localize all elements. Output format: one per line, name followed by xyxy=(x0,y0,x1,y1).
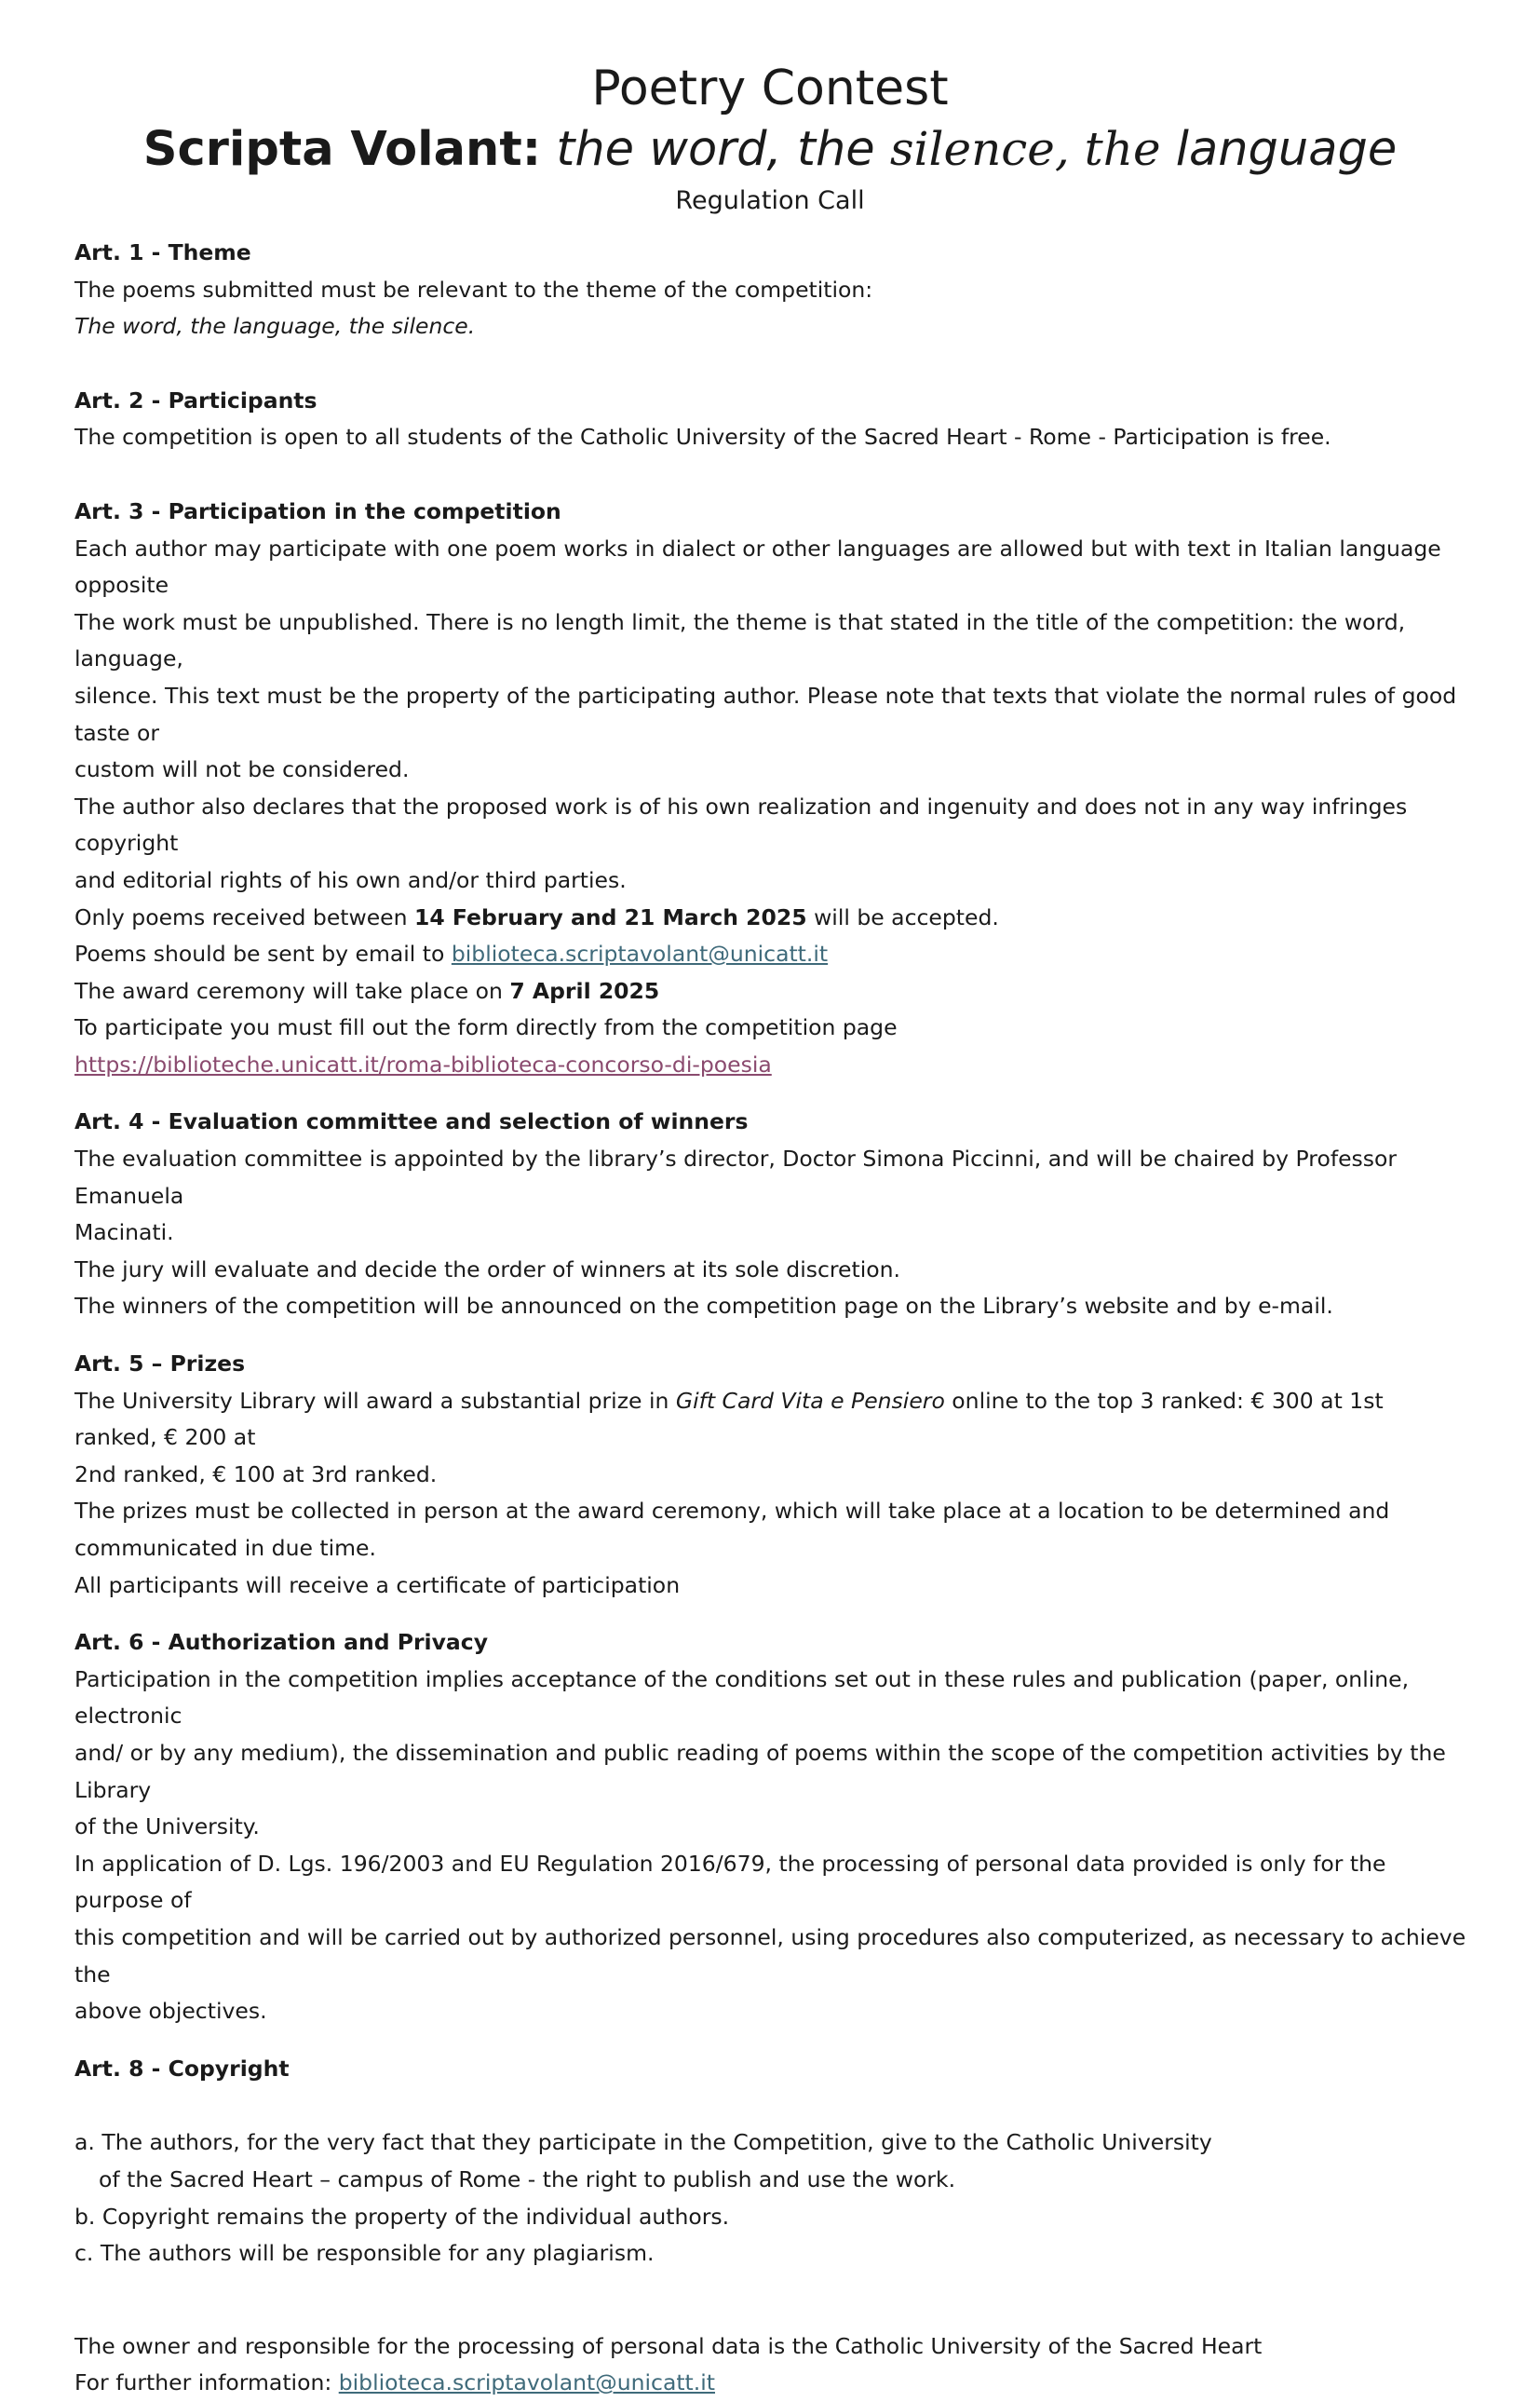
art-2-line: The competition is open to all students of the Catholic University of the Sacred Heart - Rome - Participation is free. xyxy=(74,424,1331,451)
art-1-heading: Art. 1 - Theme xyxy=(74,239,251,265)
ceremony-date: 7 April 2025 xyxy=(509,977,660,1004)
art-5-heading: Art. 5 – Prizes xyxy=(74,1350,246,1377)
art-3-line: Each author may participate with one poem works in dialect or other languages are allowed but with text in Italian language opposite xyxy=(74,535,1441,599)
regulation-call: Regulation Call xyxy=(675,186,865,215)
submission-dates: 14 February and 21 March 2025 xyxy=(414,903,807,930)
art-5-line: 2nd ranked, € 100 at 3rd ranked. xyxy=(74,1460,438,1487)
art-3-dates: Only poems received between 14 February and 21 March 2025 will be accepted. xyxy=(74,903,999,930)
art-4-line: Macinati. xyxy=(74,1219,174,1246)
art-3-line: custom will not be considered. xyxy=(74,756,410,783)
art-5-line: All participants will receive a certificate of participation xyxy=(74,1571,681,1598)
subtitle-italic-1: the word, the xyxy=(556,122,890,177)
art-5-line: The University Library will award a substantial prize in Gift Card Vita e Pensiero online to the top 3 ranked: € 300 at 1st ranked, € 200 at xyxy=(74,1387,1384,1451)
art-5-section xyxy=(74,1346,1471,1604)
art-3-email-line: Poems should be sent by email to biblioteca.scriptavolant@unicatt.it xyxy=(74,941,829,968)
art-1-theme: The word, the language, the silence. xyxy=(74,313,476,340)
art-3-line: To participate you must fill out the form directly from the competition page xyxy=(74,1014,898,1041)
footer-section xyxy=(74,2328,1471,2402)
document-subtitle xyxy=(0,115,1540,183)
art-3-line: and editorial rights of his own and/or third parties. xyxy=(74,866,627,893)
art-8-heading: Art. 8 - Copyright xyxy=(74,2055,290,2082)
art-4-line: The jury will evaluate and decide the order of winners at its sole discretion. xyxy=(74,1255,900,1282)
subtitle-bold: Scripta Volant: xyxy=(142,122,542,177)
data-owner-line: The owner and responsible for the processing of personal data is the Catholic University of the Sacred Heart xyxy=(74,2332,1263,2359)
art-8-item-a-cont: of the Sacred Heart – campus of Rome - the right to publish and use the work. xyxy=(99,2165,956,2192)
document-title: Poetry Contest xyxy=(591,61,949,116)
contact-email-link[interactable]: biblioteca.scriptavolant@unicatt.it xyxy=(451,941,829,968)
art-5-line: The prizes must be collected in person at the award ceremony, which will take place at a location to be determined and xyxy=(74,1498,1390,1525)
art-3-heading: Art. 3 - Participation in the competition xyxy=(74,497,561,524)
art-6-section xyxy=(74,1624,1471,2030)
art-3-ceremony: The award ceremony will take place on 7 April 2025 xyxy=(74,977,660,1004)
subtitle-italic-3: language xyxy=(1160,122,1398,177)
art-6-line: Participation in the competition implies acceptance of the conditions set out in these rules and publication (paper, online, electronic xyxy=(74,1665,1410,1730)
art-3-line: silence. This text must be the property of the participating author. Please note that texts that violate the normal rules of good taste or xyxy=(74,682,1457,746)
gift-card-name: Gift Card Vita e Pensiero xyxy=(675,1387,945,1414)
art-4-line: The winners of the competition will be announced on the competition page on the Library’s website and by e-mail. xyxy=(74,1293,1333,1320)
art-6-line: of the University. xyxy=(74,1813,260,1840)
art-2-section xyxy=(74,383,1471,456)
subtitle-italic-2: silence, the xyxy=(889,122,1161,176)
art-3-section xyxy=(74,494,1471,1084)
art-4-heading: Art. 4 - Evaluation committee and selection of winners xyxy=(74,1108,749,1135)
art-6-line: and/ or by any medium), the dissemination and public reading of poems within the scope of the competition activities by the Library xyxy=(74,1739,1446,1803)
art-5-line: communicated in due time. xyxy=(74,1535,376,1561)
document-body xyxy=(74,235,1471,2402)
art-6-line: this competition and will be carried out by authorized personnel, using procedures also computerized, as necessary to achieve the xyxy=(74,1923,1466,1988)
art-6-heading: Art. 6 - Authorization and Privacy xyxy=(74,1629,489,1656)
art-6-line: In application of D. Lgs. 196/2003 and EU Regulation 2016/679, the processing of personal data provided is only for the purpose of xyxy=(74,1850,1386,1914)
art-1-section xyxy=(74,235,1471,346)
art-4-line: The evaluation committee is appointed by the library’s director, Doctor Simona Piccinni, and will be chaired by Professor Emanuela xyxy=(74,1146,1398,1209)
art-3-line: The author also declares that the proposed work is of his own realization and ingenuity and does not in any way infringes copyright xyxy=(74,793,1408,857)
art-8-item-c: c. The authors will be responsible for any plagiarism. xyxy=(74,2240,655,2267)
art-8-item-b: b. Copyright remains the property of the individual authors. xyxy=(74,2203,730,2230)
art-3-line: The work must be unpublished. There is no length limit, the theme is that stated in the title of the competition: the word, language, xyxy=(74,608,1406,672)
art-6-line: above objectives. xyxy=(74,1998,267,2025)
art-8-item-a: a. The authors, for the very fact that they participate in the Competition, give to the Catholic University xyxy=(74,2129,1212,2156)
further-info-line: For further information: biblioteca.scriptavolant@unicatt.it xyxy=(74,2369,715,2396)
competition-page-link[interactable]: https://biblioteche.unicatt.it/roma-biblioteca-concorso-di-poesia xyxy=(74,1051,772,1078)
art-8-section xyxy=(74,2051,1471,2273)
art-2-heading: Art. 2 - Participants xyxy=(74,387,317,414)
art-4-section xyxy=(74,1104,1471,1325)
art-3-url-line xyxy=(74,1047,1471,1084)
info-email-link[interactable]: biblioteca.scriptavolant@unicatt.it xyxy=(338,2369,715,2396)
art-1-line: The poems submitted must be relevant to the theme of the competition: xyxy=(74,276,873,303)
